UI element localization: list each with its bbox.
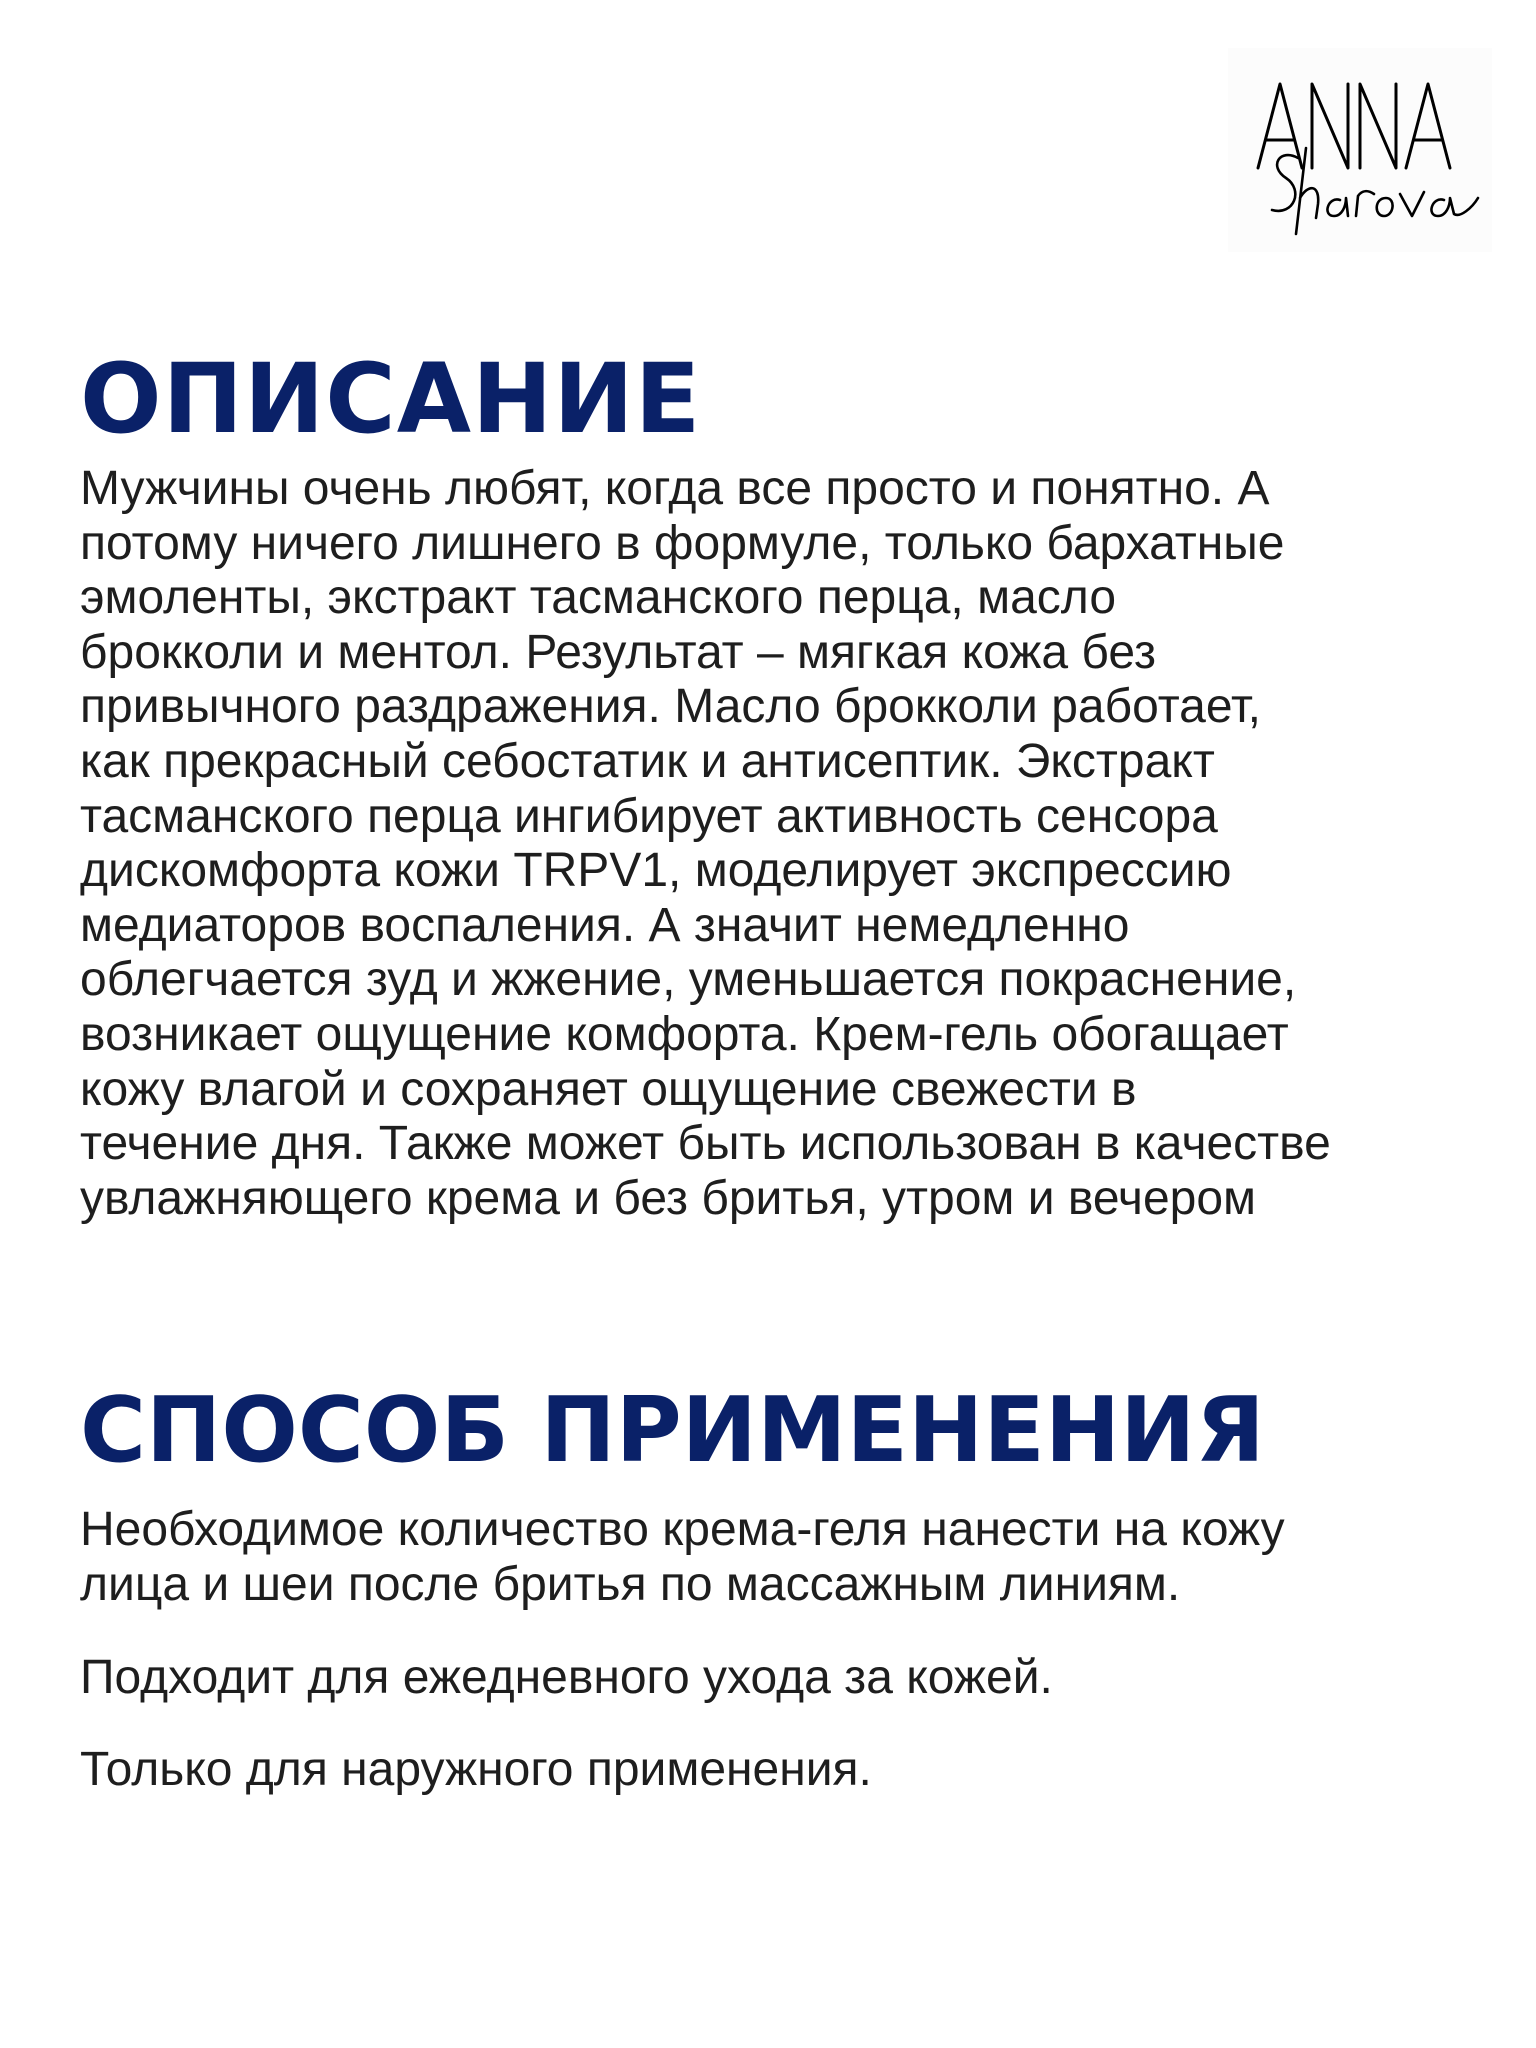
- description-line: брокколи и ментол. Результат – мягкая кожа без: [80, 625, 1157, 679]
- description-line: тасманского перца ингибирует активность сенсора: [80, 789, 1218, 843]
- brand-logo: [1228, 48, 1492, 252]
- description-line: кожу влагой и сохраняет ощущение свежести в: [80, 1062, 1137, 1116]
- description-line: потому ничего лишнего в формуле, только бархатные: [80, 516, 1285, 570]
- description-line: облегчается зуд и жжение, уменьшается покраснение,: [80, 953, 1297, 1007]
- description-line: Мужчины очень любят, когда все просто и понятно. А: [80, 462, 1270, 515]
- usage-line: Подходит для ежедневного ухода за кожей.: [80, 1651, 1053, 1704]
- usage-paragraph: [80, 1742, 1500, 1797]
- description-line: дискомфорта кожи TRPV1, моделирует экспрессию: [80, 844, 1232, 898]
- usage-heading: СПОСОБ ПРИМЕНЕНИЯ: [80, 1378, 1265, 1483]
- usage-line: Только для наружного применения.: [80, 1743, 872, 1796]
- brand-logo-artwork: [1228, 48, 1492, 252]
- description-heading: ОПИСАНИЕ: [80, 343, 702, 455]
- description-line: эмоленты, экстракт тасманского перца, масло: [80, 571, 1117, 625]
- description-line: как прекрасный себостатик и антисептик. Экстракт: [80, 734, 1215, 788]
- description-line: возникает ощущение комфорта. Крем-гель обогащает: [80, 1007, 1289, 1061]
- usage-paragraph: [80, 1650, 1500, 1705]
- description-line: привычного раздражения. Масло брокколи работает,: [80, 680, 1261, 734]
- usage-line: Необходимое количество крема-геля нанести на кожу: [80, 1503, 1285, 1556]
- description-line: медиаторов воспаления. А значит немедленно: [80, 898, 1130, 952]
- description-line: увлажняющего крема и без бритья, утром и вечером: [80, 1171, 1257, 1225]
- usage-paragraph: [80, 1502, 1500, 1612]
- description-text: [80, 462, 1500, 1226]
- usage-line: лица и шеи после бритья по массажным линиям.: [80, 1558, 1181, 1611]
- description-line: течение дня. Также может быть использован в качестве: [80, 1117, 1331, 1171]
